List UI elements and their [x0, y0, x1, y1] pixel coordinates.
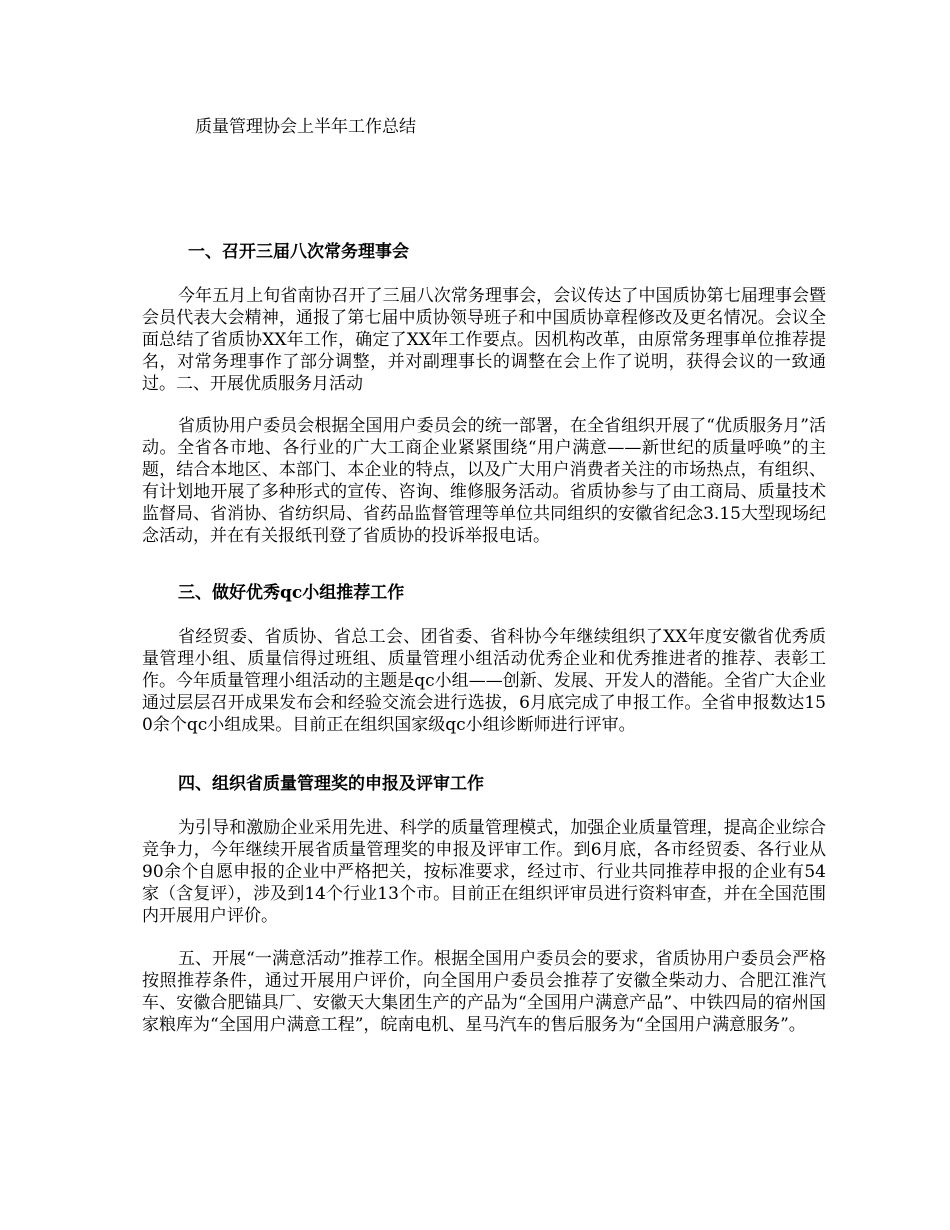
section-heading-4: 四、组织省质量管理奖的申报及评审工作 [178, 774, 484, 794]
document-title: 质量管理协会上半年工作总结 [195, 117, 416, 137]
section-heading-1: 一、召开三届八次常务理事会 [188, 242, 409, 262]
section-heading-3: 三、做好优秀qc小组推荐工作 [178, 583, 405, 603]
section-paragraph-5: 五、开展“一满意活动”推荐工作。根据全国用户委员会的要求，省质协用户委员会严格按照推荐条件，通过开展用户评价，向全国用户委员会推荐了安徽全柴动力、合肥江淮汽车、安徽合肥锚具厂、安徽天大集团生产的产品为“全国用户满意产品”、中铁四局的宿州国家粮库为“全国用户满意工程”，皖南电机、星马汽车的售后服务为“全国用户满意服务”。 [142, 949, 826, 1035]
section-paragraph-2: 省质协用户委员会根据全国用户委员会的统一部署，在全省组织开展了“优质服务月”活动。全省各市地、各行业的广大工商企业紧紧围绕“用户满意——新世纪的质量呼唤”的主题，结合本地区、本部门、本企业的特点，以及广大用户消费者关注的市场热点，有组织、有计划地开展了多种形式的宣传、咨询、维修服务活动。省质协参与了由工商局、质量技术监督局、省消协、省纺织局、省药品监督管理等单位共同组织的安徽省纪念3.15大型现场纪念活动，并在有关报纸刊登了省质协的投诉举报电话。 [142, 416, 826, 546]
section-paragraph-3: 省经贸委、省质协、省总工会、团省委、省科协今年继续组织了XX年度安徽省优秀质量管理小组、质量信得过班组、质量管理小组活动优秀企业和优秀推进者的推荐、表彰工作。今年质量管理小组活动的主题是qc小组——创新、发展、开发人的潜能。全省广大企业通过层层召开成果发布会和经验交流会进行选拔，6月底完成了申报工作。全省申报数达150余个qc小组成果。目前正在组织国家级qc小组诊断师进行评审。 [142, 627, 826, 735]
section-paragraph-1: 今年五月上旬省南协召开了三届八次常务理事会，会议传达了中国质协第七届理事会暨会员代表大会精神，通报了第七届中质协领导班子和中国质协章程修改及更名情况。会议全面总结了省质协XX年工作，确定了XX年工作要点。因机构改革，由原常务理事单位推荐提名，对常务理事作了部分调整，并对副理事长的调整在会上作了说明，获得会议的一致通过。二、开展优质服务月活动 [142, 286, 826, 394]
section-paragraph-4: 为引导和激励企业采用先进、科学的质量管理模式，加强企业质量管理，提高企业综合竞争力，今年继续开展省质量管理奖的申报及评审工作。到6月底，各市经贸委、各行业从90余个自愿申报的企业中严格把关，按标准要求，经过市、行业共同推荐申报的企业有54家（含复评），涉及到14个行业13个市。目前正在组织评审员进行资料审查，并在全国范围内开展用户评价。 [142, 818, 826, 926]
